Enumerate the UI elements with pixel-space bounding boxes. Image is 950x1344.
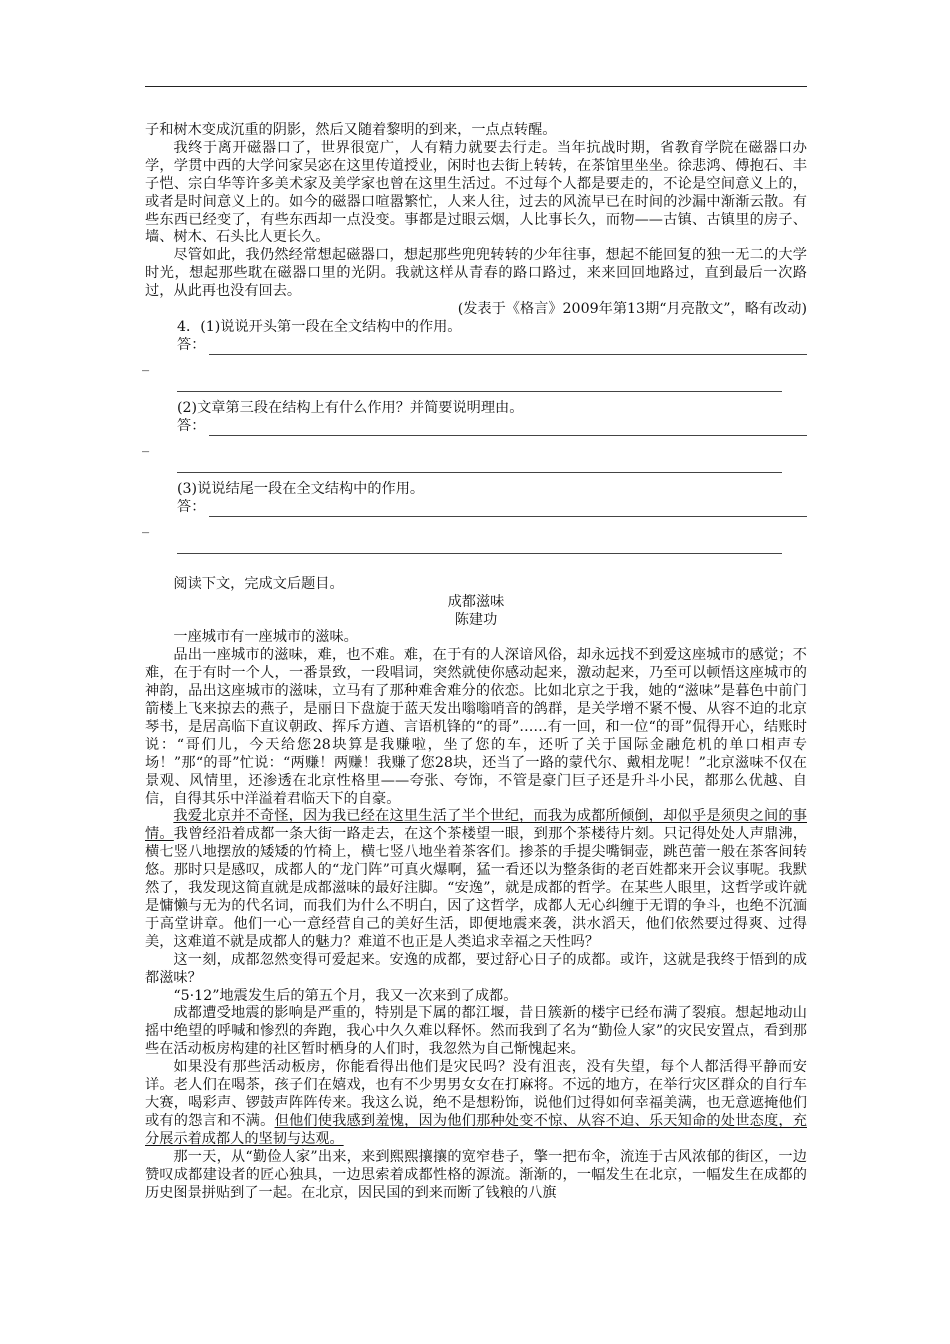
article-paragraph-5: “5·12”地震发生后的第五个月，我又一次来到了成都。 xyxy=(173,987,518,1004)
answer-row-1 xyxy=(145,337,807,355)
article-paragraph-8: 那一天，从“勤俭人家”出来，来到熙熙攘攘的宽窄巷子，擎一把布伞，流连于古风浓郁的街区，一边赞叹成都建设者的匠心独具，一边思索着成都性格的源流。渐渐的，一幅发生在北京，一幅发生在成都的历史图景拼贴到了一起。在北京，因民国的到来而断了钱粮的八旗 xyxy=(145,1148,807,1201)
document-page xyxy=(142,122,807,1202)
article-title: 成都滋味 xyxy=(447,593,505,610)
article-author: 陈建功 xyxy=(454,611,498,628)
article-paragraph-1: 一座城市有一座城市的滋味。 xyxy=(173,629,358,646)
reading-instruction: 阅读下文，完成文后题目。 xyxy=(173,575,344,592)
article-paragraph-3 xyxy=(145,808,807,951)
source-note: (发表于《格言》2009年第13期“月亮散文”，略有改动) xyxy=(457,301,807,318)
question-2: (2)文章第三段在结构上有什么作用？并简要说明理由。 xyxy=(177,399,524,416)
underlined-sentence: 但他们使我感到羞愧，因为他们那种处变不惊、从容不迫、乐天知命的处世态度，充分展示着成都人的坚韧与达观。 xyxy=(145,1112,807,1147)
article-paragraph-2: 品出一座城市的滋味，难，也不难。难，在于有的人深谙风俗，却永远找不到爱这座城市的感觉；不难，在于有时一个人，一番景致，一段唱词，突然就使你感动起来，激动起来，乃至可以顿悟这座城市的神韵，品出这座城市的滋味，立马有了那种难舍难分的依恋。比如北京之于我，她的“滋味”是暮色中前门箭楼上飞来掠去的燕子，是丽日下盘旋于蓝天发出嗡嗡哨音的鸽群，是关学增不紧不慢、从容不迫的北京琴书，是居高临下直议朝政、挥斥方遒、言语机锋的“的哥”……有一回，和一位“的哥”侃得开心，结账时说：“哥们儿，今天给您28块算是我赚啦，坐了您的车，还听了关于国际金融危机的单口相声专场！”那“的哥”忙说：“两赚！两赚！我赚了您28块，还当了一路的蒙代尔、戴相龙呢！”北京滋味不仅在景观、风情里，还渗透在北京性格里——夸张、夸饰，不管是豪门巨子还是升斗小民，都那么优越、自信，自得其乐中洋溢着君临天下的自豪。 xyxy=(145,647,807,807)
answer-line[interactable] xyxy=(209,504,807,517)
header-rule xyxy=(145,86,807,87)
question-3: (3)说说结尾一段在全文结构中的作用。 xyxy=(177,480,425,497)
answer-label: 答： xyxy=(177,336,206,353)
article-paragraph-6: 成都遭受地震的影响是严重的，特别是下属的都江堰，昔日簇新的楼宇已经布满了裂痕。想起地动山摇中绝望的呼喊和惨烈的奔跑，我心中久久难以释怀。然而我到了名为“勤俭人家”的灾民安置点，看到那些在活动板房构建的社区暂时栖身的人们时，我忽然为自己惭愧起来。 xyxy=(145,1005,807,1058)
answer-line[interactable] xyxy=(209,342,807,355)
article-paragraph-7 xyxy=(145,1059,807,1149)
dash-mark: _ xyxy=(142,355,150,372)
answer-blank-line[interactable] xyxy=(177,373,782,392)
paragraph-text: 我曾经沿着成都一条大街一路走去，在这个茶楼望一眼，到那个茶楼待片刻。只记得处处人声鼎沸，横七竖八地摆放的矮矮的竹椅上，横七竖八地坐着茶客们。掺茶的手提尖嘴铜壶，跳芭蕾一般在茶客间转悠。那时只是感叹，成都人的“龙门阵”可真火爆啊，猛一看还以为整条街的老百姓都来开会议事呢。我默然了，我发现这简直就是成都滋味的最好注脚。“安逸”，就是成都的哲学。在某些人眼里，这哲学或许就是慵懒与无为的代名词，而我们为什么不明白，因了这哲学，成都人无心纠缠于无谓的争斗，也绝不沉湎于高堂讲章。他们一心一意经营自己的美好生活，即便地震来袭，洪水滔天，他们依然要过得爽、过得美，这难道不就是成都人的魅力？难道不也正是人类追求幸福之天性吗？ xyxy=(145,826,807,950)
answer-label: 答： xyxy=(177,498,206,515)
answer-row-2 xyxy=(145,418,807,436)
answer-row-3 xyxy=(145,499,807,517)
dash-mark: _ xyxy=(142,436,150,453)
passage1-continued-paragraph: 子和树木变成沉重的阴影，然后又随着黎明的到来，一点点转醒。 xyxy=(145,122,557,138)
passage1-paragraph-2: 我终于离开磁器口了，世界很宽广，人有精力就要去行走。当年抗战时期，省教育学院在磁器口办学，学贯中西的大学问家吴宓在这里传道授业，闲时也去街上转转，在茶馆里坐坐。徐悲鸿、傅抱石、丰子恺、宗白华等许多美术家及美学家也曾在这里生活过。不过每个人都是要走的，不论是空间意义上的，或者是时间意义上的。如今的磁器口喧嚣繁忙，人来人往，过去的风流早已在时间的沙漏中渐渐云散。有些东西已经变了，有些东西却一点没变。事都是过眼云烟，人比事长久，而物——古镇、古镇里的房子、墙、树木、石头比人更长久。 xyxy=(145,139,807,246)
article-paragraph-4: 这一刻，成都忽然变得可爱起来。安逸的成都，要过舒心日子的成都。或许，这就是我终于悟到的成都滋味？ xyxy=(145,951,807,986)
answer-line[interactable] xyxy=(209,423,807,436)
answer-blank-line[interactable] xyxy=(177,454,782,473)
underlined-sentence: 我爱北京并不奇怪，因为我已经在这里生活了半个世纪，而我为成都所倾倒，却似乎是须臾之间的事情。 xyxy=(145,808,807,843)
dash-mark: _ xyxy=(142,517,150,534)
passage1-paragraph-3: 尽管如此，我仍然经常想起磁器口，想起那些兜兜转转的少年往事，想起不能回复的独一无二的大学时光，想起那些耽在磁器口里的光阴。我就这样从青春的路口路过，来来回回地路过，直到最后一次路过，从此再也没有回去。 xyxy=(145,247,807,300)
answer-label: 答： xyxy=(177,417,206,434)
answer-blank-line[interactable] xyxy=(177,535,782,554)
spacer xyxy=(145,562,807,576)
question-1: 4．(1)说说开头第一段在全文结构中的作用。 xyxy=(177,318,462,335)
paragraph-text: 如果没有那些活动板房，你能看得出他们是灾民吗？没有沮丧，没有失望，每个人都活得平静而安详。老人们在喝茶，孩子们在嬉戏，也有不少男男女女在打麻将。不远的地方，在举行灾区群众的自行车大赛，喝彩声、锣鼓声阵阵传来。我这么说，绝不是想粉饰，说他们过得如何幸福美满，也无意遮掩他们或有的怨言和不满。 xyxy=(145,1059,807,1129)
